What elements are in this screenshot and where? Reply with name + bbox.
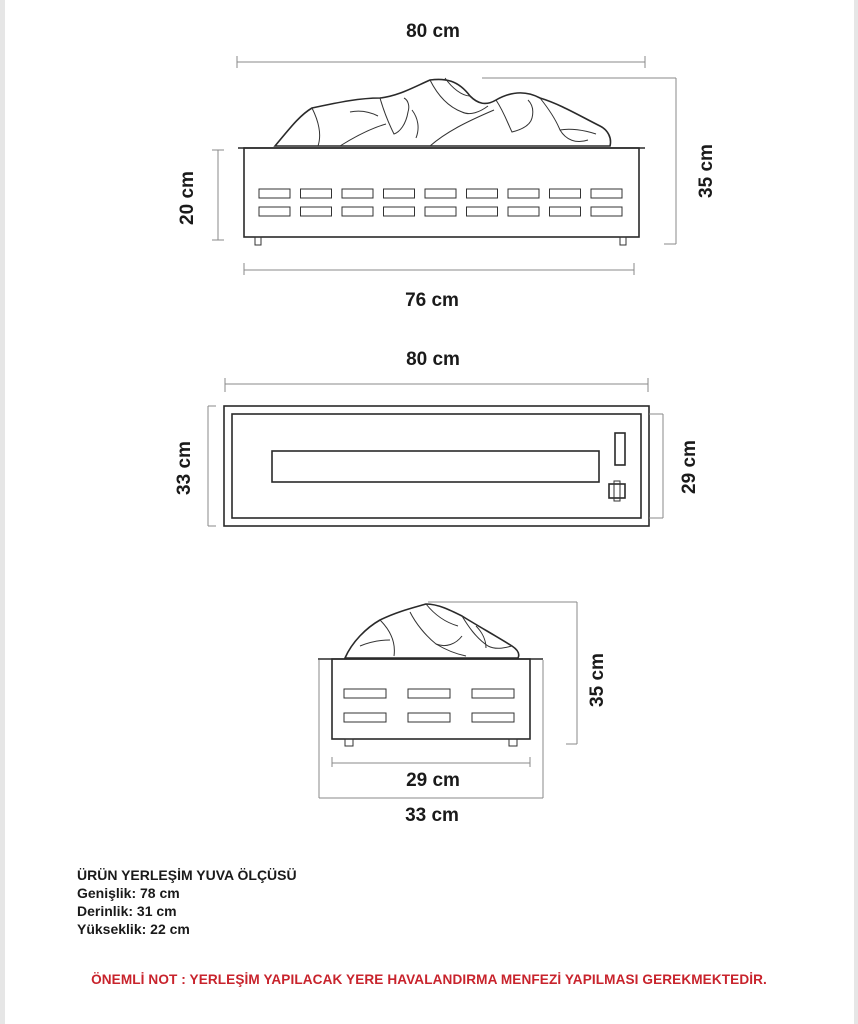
vent-slot [550, 207, 581, 216]
vent-slot [408, 713, 450, 722]
front-bottom-width-line [244, 263, 634, 275]
top-view [174, 349, 700, 526]
top-outer-depth-line [208, 406, 216, 526]
vent-slot [342, 189, 373, 198]
product-specs [77, 866, 297, 938]
vent-slot [591, 207, 622, 216]
top-power-switch [609, 484, 625, 498]
front-logs [275, 78, 611, 146]
vent-slot [408, 689, 450, 698]
front-total-height-label: 35 cm [696, 144, 717, 198]
side-foot-left [345, 739, 353, 746]
vent-slot [591, 189, 622, 198]
front-body-height-line [212, 150, 224, 240]
top-width-line [225, 378, 648, 392]
side-vent-grid [344, 689, 514, 722]
top-outer-depth-label: 33 cm [174, 441, 195, 495]
vent-slot [508, 207, 539, 216]
specs-height: Yükseklik: 22 cm [77, 921, 190, 937]
vent-slot [259, 207, 290, 216]
front-bottom-width-label: 76 cm [405, 290, 459, 311]
top-width-label: 80 cm [406, 349, 460, 370]
side-body [332, 659, 530, 739]
vent-slot [384, 189, 415, 198]
side-logs [345, 604, 519, 658]
vent-slot [508, 189, 539, 198]
top-inner-frame [232, 414, 641, 518]
side-view [318, 602, 608, 826]
vent-slot [342, 207, 373, 216]
front-vent-grid [259, 189, 622, 216]
side-inner-width-line [332, 757, 530, 767]
vent-slot [472, 713, 514, 722]
front-body-height-label: 20 cm [177, 171, 198, 225]
front-top-width-line [237, 56, 645, 68]
side-inner-width-label: 29 cm [406, 770, 460, 791]
vent-slot [384, 207, 415, 216]
vent-slot [344, 713, 386, 722]
front-foot-left [255, 237, 261, 245]
top-outer-frame [224, 406, 649, 526]
vent-slot [550, 189, 581, 198]
top-control-panel [615, 433, 625, 465]
side-foot-right [509, 739, 517, 746]
top-inner-depth-label: 29 cm [679, 440, 700, 494]
front-body [244, 148, 639, 237]
vent-slot [467, 207, 498, 216]
specs-depth: Derinlik: 31 cm [77, 903, 177, 919]
side-outer-width-label: 33 cm [405, 805, 459, 826]
front-top-width-label: 80 cm [406, 21, 460, 42]
vent-slot [259, 189, 290, 198]
vent-slot [301, 189, 332, 198]
top-inner-depth-line [649, 414, 663, 518]
specs-width: Genişlik: 78 cm [77, 885, 180, 901]
side-total-height-label: 35 cm [587, 653, 608, 707]
vent-slot [472, 689, 514, 698]
vent-slot [344, 689, 386, 698]
specs-title: ÜRÜN YERLEŞİM YUVA ÖLÇÜSÜ [77, 867, 297, 883]
front-foot-right [620, 237, 626, 245]
important-note: ÖNEMLİ NOT : YERLEŞİM YAPILACAK YERE HAVALANDIRMA MENFEZİ YAPILMASI GEREKMEKTEDİR. [91, 972, 767, 987]
vent-slot [425, 189, 456, 198]
vent-slot [467, 189, 498, 198]
front-view [177, 21, 717, 311]
vent-slot [301, 207, 332, 216]
vent-slot [425, 207, 456, 216]
top-flame-slot [272, 451, 599, 482]
